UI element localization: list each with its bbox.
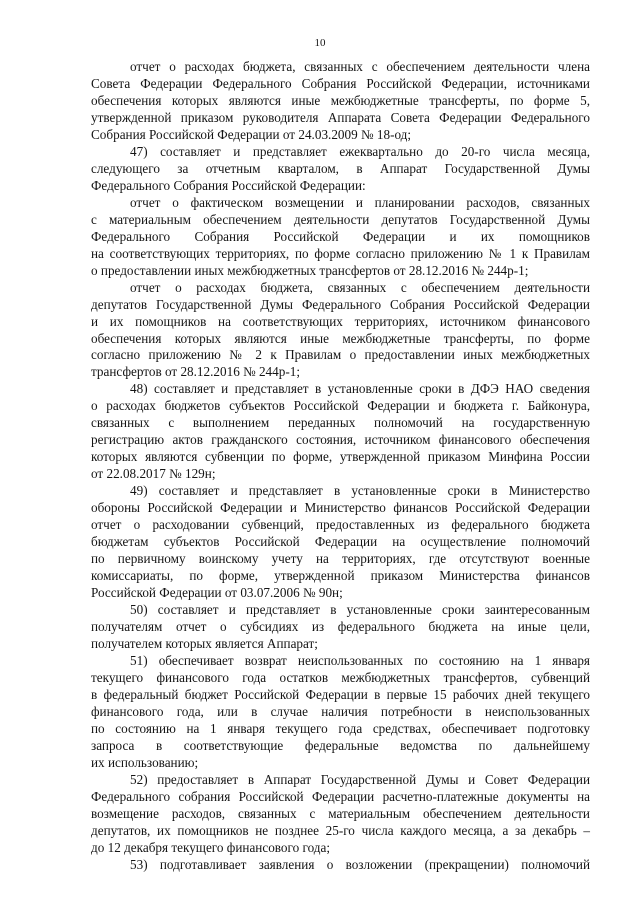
text-line: от 22.08.2017 № 129н;	[91, 466, 216, 482]
page-number: 10	[314, 37, 326, 49]
text-line: отчет о расходах бюджета, связанных с обеспечением деятельности члена	[130, 59, 590, 74]
text-line: отчет о расходах бюджета, связанных с обеспечением деятельности	[130, 279, 590, 295]
text-line: 48) составляет и представляет в установленные сроки в ДФЭ НАО сведения	[130, 381, 590, 397]
text-line: обеспечения которых являются иные межбюджетные трансферты, по форме	[91, 330, 590, 346]
text-line: с материальным обеспечением деятельности депутатов Государственной Думы	[91, 211, 590, 227]
text-line: 53) подготавливает заявления о возложении (прекращении) полномочий	[130, 856, 590, 872]
text-line: депутатов Государственной Думы Федерального Собрания Российской Федерации	[91, 296, 590, 312]
text-line: отчет о расходовании субвенций, предоставленных из федерального бюджета	[91, 517, 590, 533]
text-line: обороны Российской Федерации и Министерство финансов Российской Федерации	[91, 500, 590, 516]
document-body	[91, 59, 590, 874]
text-line: финансового года, или в случае наличия потребности в неиспользованных	[91, 703, 590, 719]
text-line: согласно приложению № 2 к Правилам о предоставлении иных межбюджетных	[91, 347, 590, 363]
text-line: следующего за отчетным кварталом, в Аппарат Государственной Думы	[91, 160, 590, 176]
text-line: 51) обеспечивает возврат неиспользованных по состоянию на 1 января	[130, 652, 590, 668]
text-line: Федерального собрания Российской Федерации расчетно-платежные документы на	[91, 788, 590, 804]
text-line: Совета Федерации Федерального Собрания Российской Федерации, источниками	[91, 75, 590, 91]
text-line: и их помощников на соответствующих территориях, источником финансового	[91, 313, 590, 329]
text-line: на соответствующих территориях, по форме согласно приложению № 1 к Правилам	[91, 245, 590, 261]
text-line: в федеральный бюджет Российской Федерации в первые 15 рабочих дней текущего	[91, 686, 590, 702]
text-line: получателям отчет о субсидиях из федерального бюджета на иные цели,	[91, 618, 590, 634]
text-line: 49) составляет и представляет в установленные сроки в Министерство	[130, 483, 590, 499]
text-line: Федерального Собрания Российской Федерации:	[91, 177, 366, 193]
text-line: отчет о фактическом возмещении и планировании расходов, связанных	[130, 194, 590, 210]
text-line: Федерального Собрания Российской Федерации и их помощников	[91, 228, 590, 244]
text-line: их использованию;	[91, 754, 199, 770]
text-line: по первичному воинскому учету на территориях, где отсутствуют военные	[91, 551, 590, 567]
text-line: Собрания Российской Федерации от 24.03.2009 № 18-од;	[91, 126, 412, 142]
text-line: о предоставлении иных межбюджетных трансфертов от 28.12.2016 № 244р-1;	[91, 262, 529, 278]
text-line: получателем которых является Аппарат;	[91, 635, 318, 651]
text-line: которых являются субвенции по форме, утвержденной приказом Минфина России	[91, 449, 590, 465]
text-line: обеспечения которых являются иные межбюджетные трансферты, по форме 5,	[91, 92, 590, 108]
text-line: связанных с выполнением переданных полномочий на государственную	[91, 415, 590, 431]
text-line: трансфертов от 28.12.2016 № 244р-1;	[91, 364, 300, 380]
text-line: утвержденной приказом руководителя Аппарата Совета Федерации Федерального	[91, 109, 590, 125]
text-line: по состоянию на 1 января текущего года средствах, обеспечивает подготовку	[91, 720, 590, 736]
text-line: комиссариаты, по форме, утвержденной приказом Министерства финансов	[91, 568, 590, 584]
text-line: депутатов, их помощников не позднее 25-го числа каждого месяца, а за декабрь –	[91, 822, 590, 838]
text-line: регистрацию актов гражданского состояния, источником финансового обеспечения	[91, 432, 590, 448]
text-line: 52) предоставляет в Аппарат Государственной Думы и Совет Федерации	[130, 771, 590, 787]
text-line: 47) составляет и представляет ежеквартально до 20-го числа месяца,	[130, 143, 590, 159]
text-line: возмещение расходов, связанных с материальным обеспечением деятельности	[91, 805, 590, 821]
text-line: Российской Федерации от 03.07.2006 № 90н;	[91, 585, 343, 601]
text-line: запроса в соответствующие федеральные ведомства по дальнейшему	[91, 737, 590, 753]
text-line: бюджетам субъектов Российской Федерации на осуществление полномочий	[91, 534, 590, 550]
text-line: до 12 декабря текущего финансового года;	[91, 839, 331, 855]
text-line: текущего финансового года остатков межбюджетных трансфертов, субвенций	[91, 669, 590, 685]
text-line: о расходах бюджетов субъектов Российской Федерации и бюджета г. Байконура,	[91, 398, 590, 414]
text-line: 50) составляет и представляет в установленные сроки заинтересованным	[130, 602, 590, 617]
